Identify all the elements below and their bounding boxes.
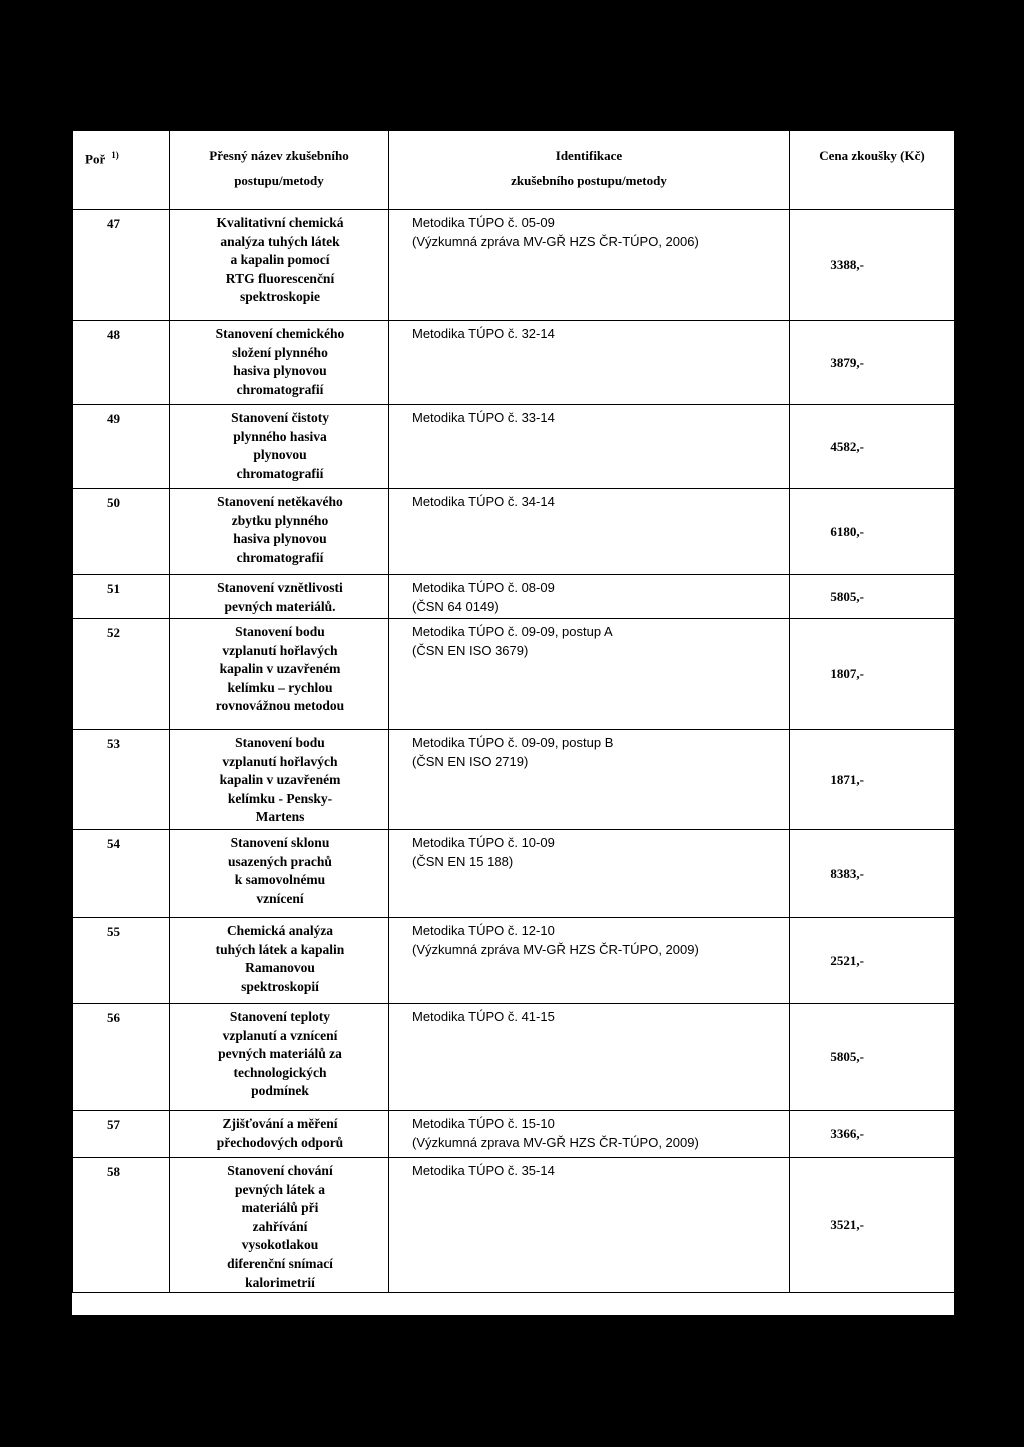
- method-name: [170, 405, 389, 489]
- method-name: [170, 830, 389, 918]
- method-name-line: kapalin v uzavřeném: [219, 772, 341, 788]
- method-identification-line: Metodika TÚPO č. 09-09, postup B: [412, 735, 614, 750]
- method-name-line: Stanovení čistoty: [231, 410, 329, 425]
- method-identification-line: Metodika TÚPO č. 41-15: [412, 1009, 555, 1024]
- header-price: Cena zkoušky (Kč): [790, 131, 955, 210]
- method-name-line: přechodových odporů: [216, 1134, 344, 1150]
- method-name-line: Stanovení bodu: [235, 624, 325, 639]
- page-number: 17: [504, 1333, 522, 1352]
- method-name-line: plynovou: [253, 447, 307, 463]
- method-identification: [389, 405, 790, 489]
- method-identification-line: Metodika TÚPO č. 10-09: [412, 835, 555, 850]
- table-row: [73, 405, 955, 489]
- method-name-line: pevných materiálů za: [218, 1046, 342, 1062]
- method-name-line: kalorimetrií: [245, 1274, 315, 1290]
- method-identification: [389, 730, 790, 830]
- method-name-line: Stanovení chování: [227, 1163, 333, 1178]
- price-table: [72, 130, 955, 1293]
- method-name-line: zahřívání: [252, 1218, 308, 1234]
- method-name-line: zbytku plynného: [231, 512, 329, 528]
- method-name-line: tuhých látek a kapalin: [215, 941, 345, 957]
- test-price: 1807,-: [790, 619, 955, 730]
- row-number: 55: [73, 918, 170, 1004]
- method-identification-line: Metodika TÚPO č. 15-10: [412, 1116, 555, 1131]
- method-name: [170, 918, 389, 1004]
- method-name-line: rovnovážnou metodou: [215, 698, 345, 714]
- method-identification-line: Metodika TÚPO č. 12-10: [412, 923, 555, 938]
- method-name: [170, 489, 389, 575]
- method-name-line: Martens: [255, 809, 305, 825]
- method-name-line: diferenční snímací: [227, 1255, 333, 1271]
- test-price: 1871,-: [790, 730, 955, 830]
- method-identification-line: (Výzkumná zprava MV-GŘ HZS ČR-TÚPO, 2009): [412, 1134, 699, 1150]
- method-name-line: plynného hasiva: [233, 428, 327, 444]
- method-name-line: chromatografií: [236, 381, 324, 397]
- method-identification: [389, 210, 790, 321]
- method-name: [170, 730, 389, 830]
- document-page: [72, 130, 954, 1352]
- table-row: [73, 321, 955, 405]
- method-identification-line: (ČSN EN ISO 2719): [412, 753, 529, 769]
- row-number: 53: [73, 730, 170, 830]
- row-number: 49: [73, 405, 170, 489]
- method-name-line: vznícení: [256, 890, 304, 906]
- method-identification: [389, 1004, 790, 1111]
- table-row: [73, 619, 955, 730]
- method-name-line: pevných látek a: [234, 1181, 325, 1197]
- method-identification: [389, 1158, 790, 1293]
- method-name: [170, 210, 389, 321]
- method-identification-line: (Výzkumná zpráva MV-GŘ HZS ČR-TÚPO, 2009): [412, 941, 699, 957]
- method-identification-line: Metodika TÚPO č. 08-09: [412, 580, 555, 595]
- method-name-line: kelímku - Pensky-: [227, 790, 333, 806]
- row-number: 54: [73, 830, 170, 918]
- method-name: [170, 1004, 389, 1111]
- method-name-line: vzplanutí hořlavých: [222, 753, 338, 769]
- row-number: 58: [73, 1158, 170, 1293]
- table-row: [73, 830, 955, 918]
- method-name-line: Stanovení chemického: [215, 326, 345, 341]
- method-identification-line: Metodika TÚPO č. 34-14: [412, 494, 555, 509]
- row-number: 57: [73, 1111, 170, 1158]
- test-price: 5805,-: [790, 1004, 955, 1111]
- method-name-line: chromatografií: [236, 549, 324, 565]
- row-number: 51: [73, 575, 170, 619]
- method-identification: [389, 918, 790, 1004]
- method-name-line: chromatografií: [236, 465, 324, 481]
- table-header-row: [73, 131, 955, 210]
- table-row: [73, 575, 955, 619]
- method-name-line: k samovolnému: [234, 872, 326, 888]
- method-name-line: vzplanutí a vznícení: [222, 1027, 338, 1043]
- test-price: 6180,-: [790, 489, 955, 575]
- method-identification: [389, 575, 790, 619]
- row-number: 56: [73, 1004, 170, 1111]
- method-name-line: kelímku – rychlou: [227, 679, 333, 695]
- method-identification-line: Metodika TÚPO č. 32-14: [412, 326, 555, 341]
- method-identification-line: Metodika TÚPO č. 33-14: [412, 410, 555, 425]
- method-identification-line: (ČSN 64 0149): [412, 598, 499, 614]
- method-name-line: a kapalin pomocí: [230, 252, 330, 268]
- method-name-line: složení plynného: [232, 344, 328, 360]
- test-price: 5805,-: [790, 575, 955, 619]
- method-name: [170, 1158, 389, 1293]
- test-price: 3388,-: [790, 210, 955, 321]
- method-name-line: RTG fluorescenční: [225, 270, 335, 286]
- method-name-line: kapalin v uzavřeném: [219, 661, 341, 677]
- header-method: Identifikace zkušebního postupu/metody: [389, 131, 790, 210]
- method-name-line: analýza tuhých látek: [220, 233, 340, 249]
- method-name-line: Stanovení netěkavého: [217, 494, 343, 509]
- method-name-line: pevných materiálů.: [224, 598, 336, 614]
- table-row: [73, 1004, 955, 1111]
- method-name-line: hasiva plynovou: [233, 363, 327, 379]
- method-name-line: spektroskopie: [239, 289, 321, 305]
- method-identification-line: Metodika TÚPO č. 09-09, postup A: [412, 624, 613, 639]
- method-name-line: hasiva plynovou: [233, 531, 327, 547]
- method-name-line: technologických: [233, 1064, 327, 1080]
- method-name-line: podmínek: [251, 1083, 309, 1099]
- method-identification-line: (ČSN EN 15 188): [412, 853, 514, 869]
- method-name-line: Stanovení sklonu: [230, 835, 330, 850]
- test-price: 3879,-: [790, 321, 955, 405]
- method-name: [170, 619, 389, 730]
- method-identification-line: (ČSN EN ISO 3679): [412, 642, 529, 658]
- method-identification-line: (Výzkumná zpráva MV-GŘ HZS ČR-TÚPO, 2006): [412, 233, 699, 249]
- table-row: [73, 210, 955, 321]
- method-name: [170, 321, 389, 405]
- method-name-line: Zjišťování a měření: [222, 1116, 338, 1131]
- test-price: 2521,-: [790, 918, 955, 1004]
- table-row: [73, 918, 955, 1004]
- row-number: 52: [73, 619, 170, 730]
- table-row: [73, 1158, 955, 1293]
- table-row: [73, 1111, 955, 1158]
- method-identification: [389, 619, 790, 730]
- test-price: 3521,-: [790, 1158, 955, 1293]
- method-identification: [389, 830, 790, 918]
- test-price: 4582,-: [790, 405, 955, 489]
- method-name-line: Stanovení teploty: [229, 1009, 331, 1024]
- method-identification: [389, 489, 790, 575]
- method-name-line: vzplanutí hořlavých: [222, 642, 338, 658]
- method-name-line: usazených prachů: [228, 853, 332, 869]
- method-name: [170, 1111, 389, 1158]
- header-name: Přesný název zkušebního postupu/metody: [170, 131, 389, 210]
- method-name-line: Ramanovou: [245, 960, 315, 976]
- header-number: Poř $^{1)}$: [73, 131, 170, 210]
- method-identification-line: Metodika TÚPO č. 05-09: [412, 215, 555, 230]
- row-number: 50: [73, 489, 170, 575]
- method-name-line: Kvalitativní chemická: [216, 215, 344, 230]
- method-identification-line: Metodika TÚPO č. 35-14: [412, 1163, 555, 1178]
- method-name-line: Stanovení vznětlivosti: [217, 580, 343, 595]
- method-name-line: Chemická analýza: [226, 923, 334, 938]
- table-row: [73, 489, 955, 575]
- table-row: [73, 730, 955, 830]
- test-price: 3366,-: [790, 1111, 955, 1158]
- method-identification: [389, 1111, 790, 1158]
- method-name-line: spektroskopií: [241, 978, 319, 994]
- row-number: 47: [73, 210, 170, 321]
- method-name-line: materiálů při: [241, 1200, 319, 1216]
- test-price: 8383,-: [790, 830, 955, 918]
- method-name-line: Stanovení bodu: [235, 735, 325, 750]
- method-name: [170, 575, 389, 619]
- method-name-line: vysokotlakou: [241, 1237, 319, 1253]
- row-number: 48: [73, 321, 170, 405]
- method-identification: [389, 321, 790, 405]
